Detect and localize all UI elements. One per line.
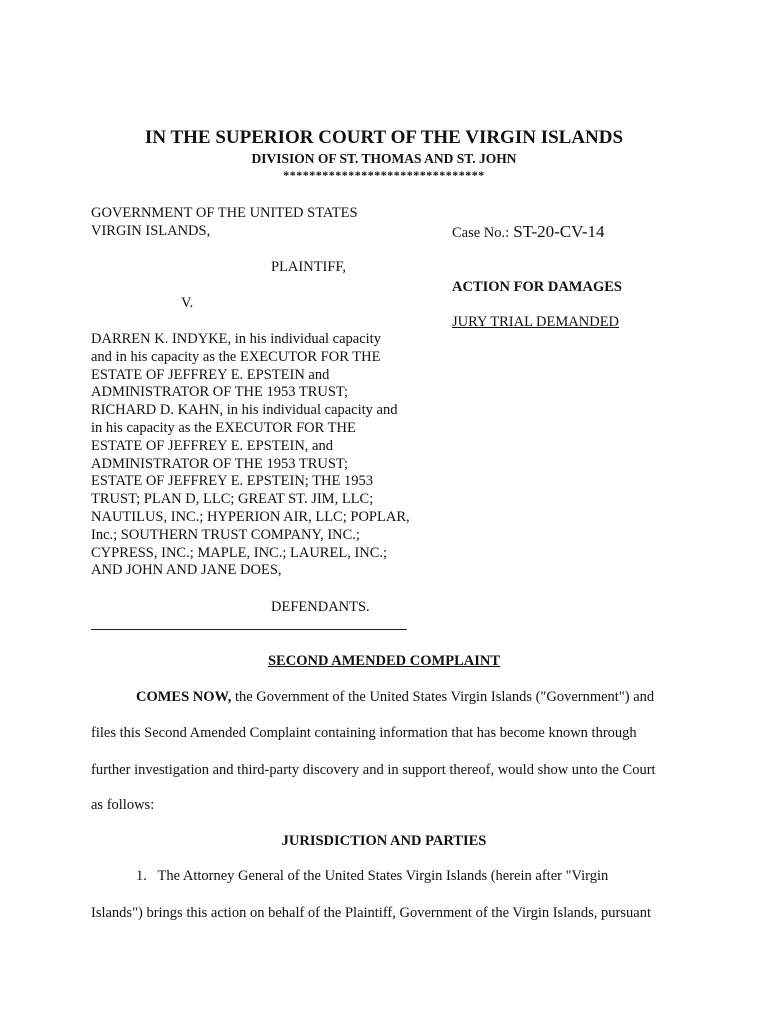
- defendants-list: [91, 331, 431, 580]
- court-division: DIVISION OF ST. THOMAS AND ST. JOHN: [251, 151, 517, 166]
- defendant-line: NAUTILUS, INC.; HYPERION AIR, LLC; POPLAR,: [91, 508, 410, 525]
- plaintiff-name-line-1: GOVERNMENT OF THE UNITED STATES: [91, 205, 358, 221]
- defendant-line: AND JOHN AND JANE DOES,: [91, 562, 282, 579]
- defendant-line: ESTATE OF JEFFREY E. EPSTEIN; THE 1953: [91, 473, 374, 490]
- defendant-line: TRUST; PLAN D, LLC; GREAT ST. JIM, LLC;: [91, 491, 374, 508]
- intro-paragraph-line-3: further investigation and third-party discovery and in support thereof, would show unto the Court: [91, 762, 656, 778]
- defendant-line: and in his capacity as the EXECUTOR FOR THE: [91, 348, 381, 365]
- defendant-line: RICHARD D. KAHN, in his individual capacity and: [91, 402, 398, 419]
- case-number-value: ST-20-CV-14: [513, 222, 605, 241]
- section-heading: JURISDICTION AND PARTIES: [281, 833, 487, 849]
- plaintiff-name-line-2: VIRGIN ISLANDS,: [91, 223, 211, 239]
- defendant-line: ESTATE OF JEFFREY E. EPSTEIN, and: [91, 437, 333, 454]
- defendant-line: DARREN K. INDYKE, in his individual capacity: [91, 331, 381, 347]
- intro-lead-bold: COMES NOW,: [136, 689, 232, 705]
- plaintiff-role: PLAINTIFF,: [271, 259, 346, 275]
- complaint-title: SECOND AMENDED COMPLAINT: [267, 653, 500, 669]
- intro-paragraph-line-1: [136, 689, 654, 706]
- caption-divider-line: [91, 629, 407, 630]
- court-title: IN THE SUPERIOR COURT OF THE VIRGIN ISLANDS: [144, 127, 624, 148]
- paragraph-1-line-2: Islands") brings this action on behalf of the Plaintiff, Government of the Virgin Islands, pursuant: [91, 905, 651, 921]
- defendant-line: CYPRESS, INC.; MAPLE, INC.; LAUREL, INC.;: [91, 544, 388, 561]
- header-separator-stars: *******************************: [283, 168, 485, 182]
- defendants-role: DEFENDANTS.: [271, 599, 370, 615]
- case-number: [452, 222, 605, 242]
- intro-paragraph-line-4: as follows:: [91, 797, 155, 813]
- defendant-line: Inc.; SOUTHERN TRUST COMPANY, INC.;: [91, 526, 360, 543]
- action-type: ACTION FOR DAMAGES: [452, 279, 622, 295]
- intro-lead-rest: the Government of the United States Virgin Islands ("Government") and: [231, 689, 655, 705]
- intro-paragraph-line-2: files this Second Amended Complaint containing information that has become known through: [91, 725, 637, 741]
- defendant-line: ADMINISTRATOR OF THE 1953 TRUST;: [91, 455, 349, 472]
- jury-demand: JURY TRIAL DEMANDED: [452, 314, 620, 330]
- defendant-line: ESTATE OF JEFFREY E. EPSTEIN and: [91, 366, 330, 383]
- paragraph-1-line-1: 1. The Attorney General of the United States Virgin Islands (herein after "Virgin: [136, 868, 609, 884]
- defendant-line: ADMINISTRATOR OF THE 1953 TRUST;: [91, 384, 349, 401]
- defendant-line: in his capacity as the EXECUTOR FOR THE: [91, 419, 356, 436]
- versus: V.: [181, 295, 194, 311]
- case-number-label: Case No.:: [452, 225, 510, 241]
